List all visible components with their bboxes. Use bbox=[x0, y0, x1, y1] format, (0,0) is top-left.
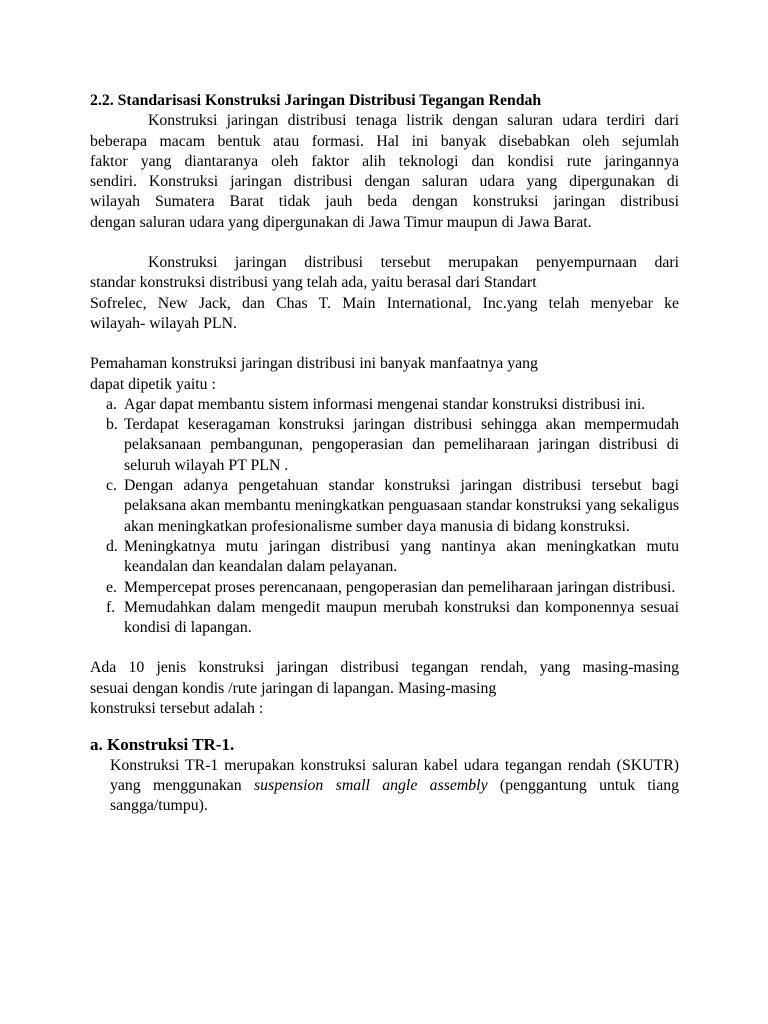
list-marker: d. bbox=[106, 537, 118, 555]
tr1-italic-term: suspension small angle assembly bbox=[254, 776, 488, 794]
paragraph-line: Sofrelec, New Jack, dan Chas T. Main International, Inc.yang telah menyebar ke bbox=[90, 294, 679, 312]
paragraph-origin bbox=[90, 253, 679, 334]
paragraph-line: beberapa macam bentuk atau formasi. Hal ini banyak disebabkan oleh sejumlah bbox=[90, 132, 679, 150]
list-item bbox=[90, 395, 679, 415]
list-item bbox=[90, 578, 679, 598]
paragraph-line: faktor yang diantaranya oleh faktor alih teknologi dan kondisi rute jaringannya bbox=[90, 152, 679, 170]
subsection-title: a. Konstruksi TR-1. bbox=[90, 735, 235, 755]
list-item-text: Mempercepat proses perencanaan, pengoperasian dan pemeliharaan jaringan distribusi. bbox=[124, 578, 676, 596]
list-marker: b. bbox=[106, 416, 118, 434]
tr1-text-before: Konstruksi TR-1 merupakan konstruksi saluran kabel udara tegangan rendah (SKUTR) yang menggunakan bbox=[110, 756, 679, 794]
paragraph-line: standar konstruksi distribusi yang telah ada, yaitu berasal dari Standart bbox=[90, 274, 537, 292]
list-marker: f. bbox=[106, 598, 116, 616]
paragraph-line: Ada 10 jenis konstruksi jaringan distribusi tegangan rendah, yang masing-masing bbox=[90, 659, 679, 677]
list-item bbox=[90, 537, 679, 578]
list-item-text: Meningkatnya mutu jaringan distribusi yang nantinya akan meningkatkan mutu keandalan dan keandalan dalam pelayanan. bbox=[124, 537, 679, 576]
list-item-text: Memudahkan dalam mengedit maupun merubah konstruksi dan komponennya sesuai kondisi di lapangan. bbox=[124, 598, 679, 637]
section-title: 2.2. Standarisasi Konstruksi Jaringan Distribusi Tegangan Rendah bbox=[90, 92, 542, 109]
spacer bbox=[90, 719, 679, 725]
paragraph-intro bbox=[90, 111, 679, 233]
paragraph-line: dengan saluran udara yang dipergunakan di Jawa Timur maupun di Jawa Barat. bbox=[90, 213, 592, 231]
paragraph-line: sendiri. Konstruksi jaringan distribusi dengan saluran udara yang dipergunakan di bbox=[90, 173, 679, 191]
spacer bbox=[90, 638, 679, 658]
list-item bbox=[90, 415, 679, 476]
list-item-text: Agar dapat membantu sistem informasi mengenai standar konstruksi distribusi ini. bbox=[124, 395, 646, 413]
list-marker: c. bbox=[106, 477, 117, 495]
list-item bbox=[90, 598, 679, 639]
tr1-text-after: (penggantung untuk tiang sangga/tumpu). bbox=[110, 776, 680, 815]
paragraph-benefits-intro bbox=[90, 354, 679, 395]
paragraph-line: Konstruksi jaringan distribusi tersebut merupakan penyempurnaan dari bbox=[148, 254, 679, 272]
paragraph-line: wilayah- wilayah PLN. bbox=[90, 314, 237, 332]
paragraph-line: konstruksi tersebut adalah : bbox=[90, 700, 264, 718]
spacer bbox=[90, 233, 679, 253]
list-item-text: Terdapat keseragaman konstruksi jaringan distribusi sehingga akan mempermudah pelaksanaan pembangunan, pengoperasian dan pemeliharaan jaringan distribusi di seluruh wilayah PT PLN . bbox=[124, 416, 679, 474]
document-page bbox=[90, 91, 679, 817]
paragraph-line: Konstruksi jaringan distribusi tenaga listrik dengan saluran udara terdiri dari bbox=[148, 112, 679, 130]
paragraph-types bbox=[90, 658, 679, 719]
paragraph-line: dapat dipetik yaitu : bbox=[90, 375, 216, 393]
list-item bbox=[90, 476, 679, 537]
paragraph-line: Pemahaman konstruksi jaringan distribusi ini banyak manfaatnya yang bbox=[90, 355, 538, 373]
list-marker: e. bbox=[106, 578, 117, 596]
list-item-text: Dengan adanya pengetahuan standar konstruksi jaringan distribusi tersebut bagi pelaksana akan membantu meningkatkan penguasaan standar konstruksi yang sekaligus akan meningkatkan profesionalisme sumber daya manusia di bidang konstruksi. bbox=[124, 477, 679, 535]
spacer bbox=[90, 334, 679, 354]
list-marker: a. bbox=[106, 395, 117, 413]
paragraph-line: wilayah Sumatera Barat tidak jauh beda dengan konstruksi jaringan distribusi bbox=[90, 193, 679, 211]
benefits-list bbox=[90, 395, 679, 639]
paragraph-line: sesuai dengan kondis /rute jaringan di lapangan. Masing-masing bbox=[90, 679, 497, 697]
tr1-description bbox=[90, 756, 679, 817]
